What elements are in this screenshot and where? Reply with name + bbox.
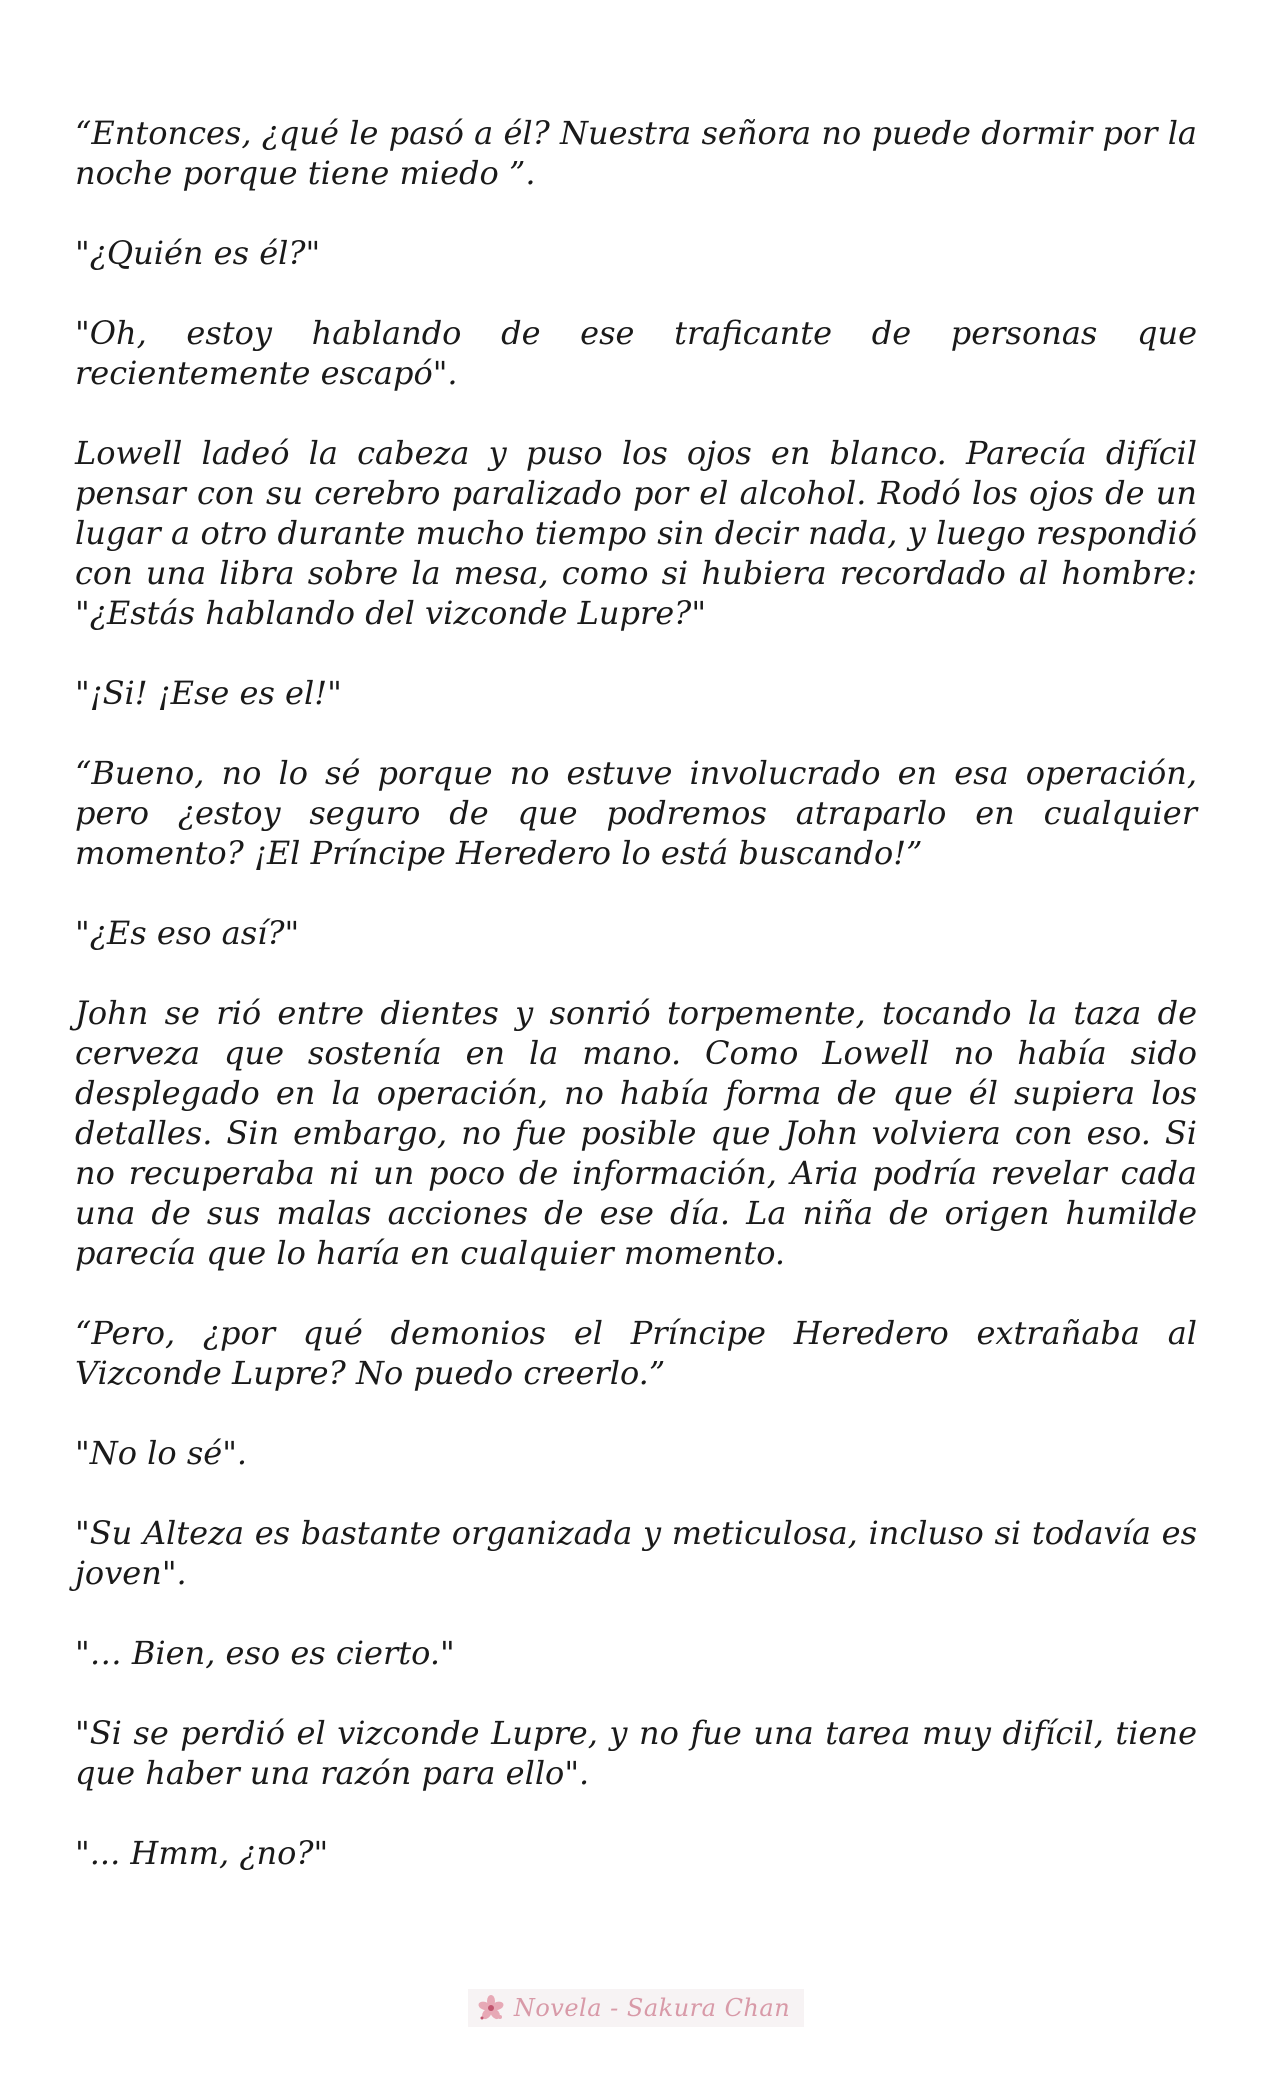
paragraph: "¡Si! ¡Ese es el!" — [75, 674, 342, 712]
paragraph: "¿Es eso así?" — [75, 914, 300, 952]
paragraph: John se rió entre dientes y sonrió torpemente, tocando la taza de cerveza que sostenía en la mano. Como Lowell no había sido desplegado en la operación, no había forma de que él supiera los detalles. Sin embargo, no fue posible que John volviera con eso. Si no recuperaba ni un poco de información, Aria podría revelar cada una de sus malas acciones de ese día. La niña de origen humilde parecía que lo haría en cualquier momento. — [75, 994, 1197, 1272]
paragraph: “Entonces, ¿qué le pasó a él? Nuestra señora no puede dormir por la noche porque tiene miedo ”. — [75, 114, 1197, 192]
document-body — [75, 113, 1197, 1913]
footer-watermark — [0, 1978, 1272, 2038]
paragraph: "Oh, estoy hablando de ese traficante de personas que recientemente escapó". — [75, 314, 1197, 392]
paragraph: "¿Quién es él?" — [75, 234, 321, 272]
paragraph: "… Bien, eso es cierto." — [75, 1634, 455, 1672]
paragraph: "Su Alteza es bastante organizada y meticulosa, incluso si todavía es joven". — [75, 1514, 1197, 1592]
watermark-badge — [468, 1989, 804, 2027]
brand-label: Novela - Sakura Chan — [513, 1994, 791, 2022]
paragraph: "... Hmm, ¿no?" — [75, 1834, 329, 1872]
paragraph: "No lo sé". — [75, 1434, 248, 1472]
paragraph: “Pero, ¿por qué demonios el Príncipe Heredero extrañaba al Vizconde Lupre? No puedo creerlo.” — [75, 1314, 1197, 1392]
paragraph: Lowell ladeó la cabeza y puso los ojos en blanco. Parecía difícil pensar con su cerebro paralizado por el alcohol. Rodó los ojos de un lugar a otro durante mucho tiempo sin decir nada, y luego respondió con una libra sobre la mesa, como si hubiera recordado al hombre: "¿Estás hablando del vizconde Lupre?" — [75, 434, 1197, 632]
paragraph: “Bueno, no lo sé porque no estuve involucrado en esa operación, pero ¿estoy seguro de que podremos atraparlo en cualquier momento? ¡El Príncipe Heredero lo está buscando!” — [75, 754, 1197, 872]
paragraph: "Si se perdió el vizconde Lupre, y no fue una tarea muy difícil, tiene que haber una razón para ello". — [75, 1714, 1197, 1792]
sakura-flower-icon — [476, 1993, 506, 2023]
